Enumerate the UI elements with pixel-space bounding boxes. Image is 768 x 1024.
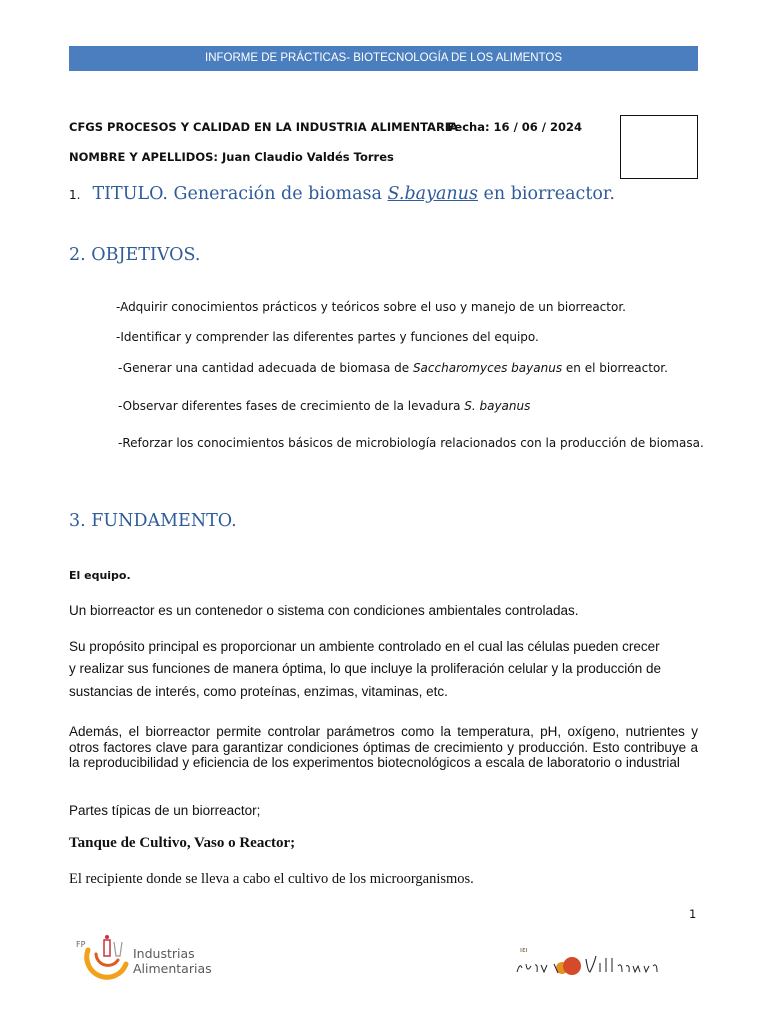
- paragraph-parts-intro: Partes típicas de un biorreactor;: [69, 803, 261, 818]
- objective-3: [118, 361, 668, 375]
- part-description: El recipiente donde se lleva a cabo el cultivo de los microorganismos.: [69, 871, 474, 887]
- subheading-equipment: El equipo.: [69, 569, 131, 582]
- objective-4: [118, 399, 530, 413]
- paragraph-purpose-line-2: y realizar sus funciones de manera óptima, lo que incluye la proliferación celular y la producción de: [69, 661, 662, 676]
- section-1-title-tail: en biorreactor.: [477, 184, 615, 204]
- objective-5: -Reforzar los conocimientos básicos de microbiología relacionados con la producción de biomasa.: [118, 436, 704, 450]
- objective-4-text: -Observar diferentes fases de crecimiento de la levadura: [118, 399, 465, 413]
- grade-box: [620, 115, 698, 179]
- paragraph-definition: Un biorreactor es un contenedor o sistema con condiciones ambientales controladas.: [69, 603, 579, 618]
- objective-4-species: S. bayanus: [464, 399, 531, 413]
- industrias-alimentarias-logo: [76, 930, 226, 980]
- section-2-heading: 2. OBJETIVOS.: [69, 245, 201, 265]
- section-1-number: 1.: [69, 188, 81, 202]
- header-banner: INFORME DE PRÁCTICAS- BIOTECNOLOGÍA DE LOS ALIMENTOS: [69, 46, 698, 71]
- objective-3-tail: en el biorreactor.: [562, 361, 668, 375]
- paragraph-parameters: Además, el biorreactor permite controlar parámetros como la temperatura, pH, oxígeno, nutrientes y otros factores clave para garantizar condiciones óptimas de crecimiento y producción. Esto contribuye a la reproducibilidad y eficiencia de los experimentos biotecnológicos a escala de laboratorio o industrial: [69, 724, 698, 770]
- industria-logo-mark-icon: [76, 930, 134, 980]
- student-name: NOMBRE Y APELLIDOS: Juan Claudio Valdés Torres: [69, 150, 394, 164]
- logo-text-line-1: Industrias: [133, 946, 195, 961]
- section-1-title-text: TITULO. Generación de biomasa: [92, 184, 388, 204]
- section-1-species: S.bayanus: [387, 184, 478, 204]
- svg-text:ıɛı: ıɛı: [520, 946, 528, 954]
- objective-3-species: Saccharomyces bayanus: [412, 361, 563, 375]
- part-title: Tanque de Cultivo, Vaso o Reactor;: [69, 835, 296, 851]
- paragraph-purpose-line-3: sustancias de interés, como proteínas, enzimas, vitaminas, etc.: [69, 684, 448, 699]
- page-number: 1: [689, 907, 697, 921]
- course-name: CFGS PROCESOS Y CALIDAD EN LA INDUSTRIA ALIMENTARIA: [69, 120, 458, 134]
- paragraph-purpose-line-1: Su propósito principal es proporcionar un ambiente controlado en el cual las células pueden crecer: [69, 639, 660, 654]
- section-3-heading: 3. FUNDAMENTO.: [69, 511, 237, 531]
- logo-text-line-2: Alimentarias: [133, 961, 212, 976]
- fp-badge: FP: [76, 940, 86, 949]
- section-1-title: [69, 184, 615, 204]
- objective-3-text: -Generar una cantidad adecuada de biomasa de: [118, 361, 413, 375]
- report-date: Fecha: 16 / 06 / 2024: [447, 120, 582, 134]
- objective-2: -Identificar y comprender las diferentes partes y funciones del equipo.: [116, 330, 539, 344]
- villanueva-wordmark-icon: [514, 942, 674, 978]
- juan-de-villanueva-logo: [514, 942, 674, 978]
- objective-1: -Adquirir conocimientos prácticos y teóricos sobre el uso y manejo de un biorreactor.: [116, 300, 626, 314]
